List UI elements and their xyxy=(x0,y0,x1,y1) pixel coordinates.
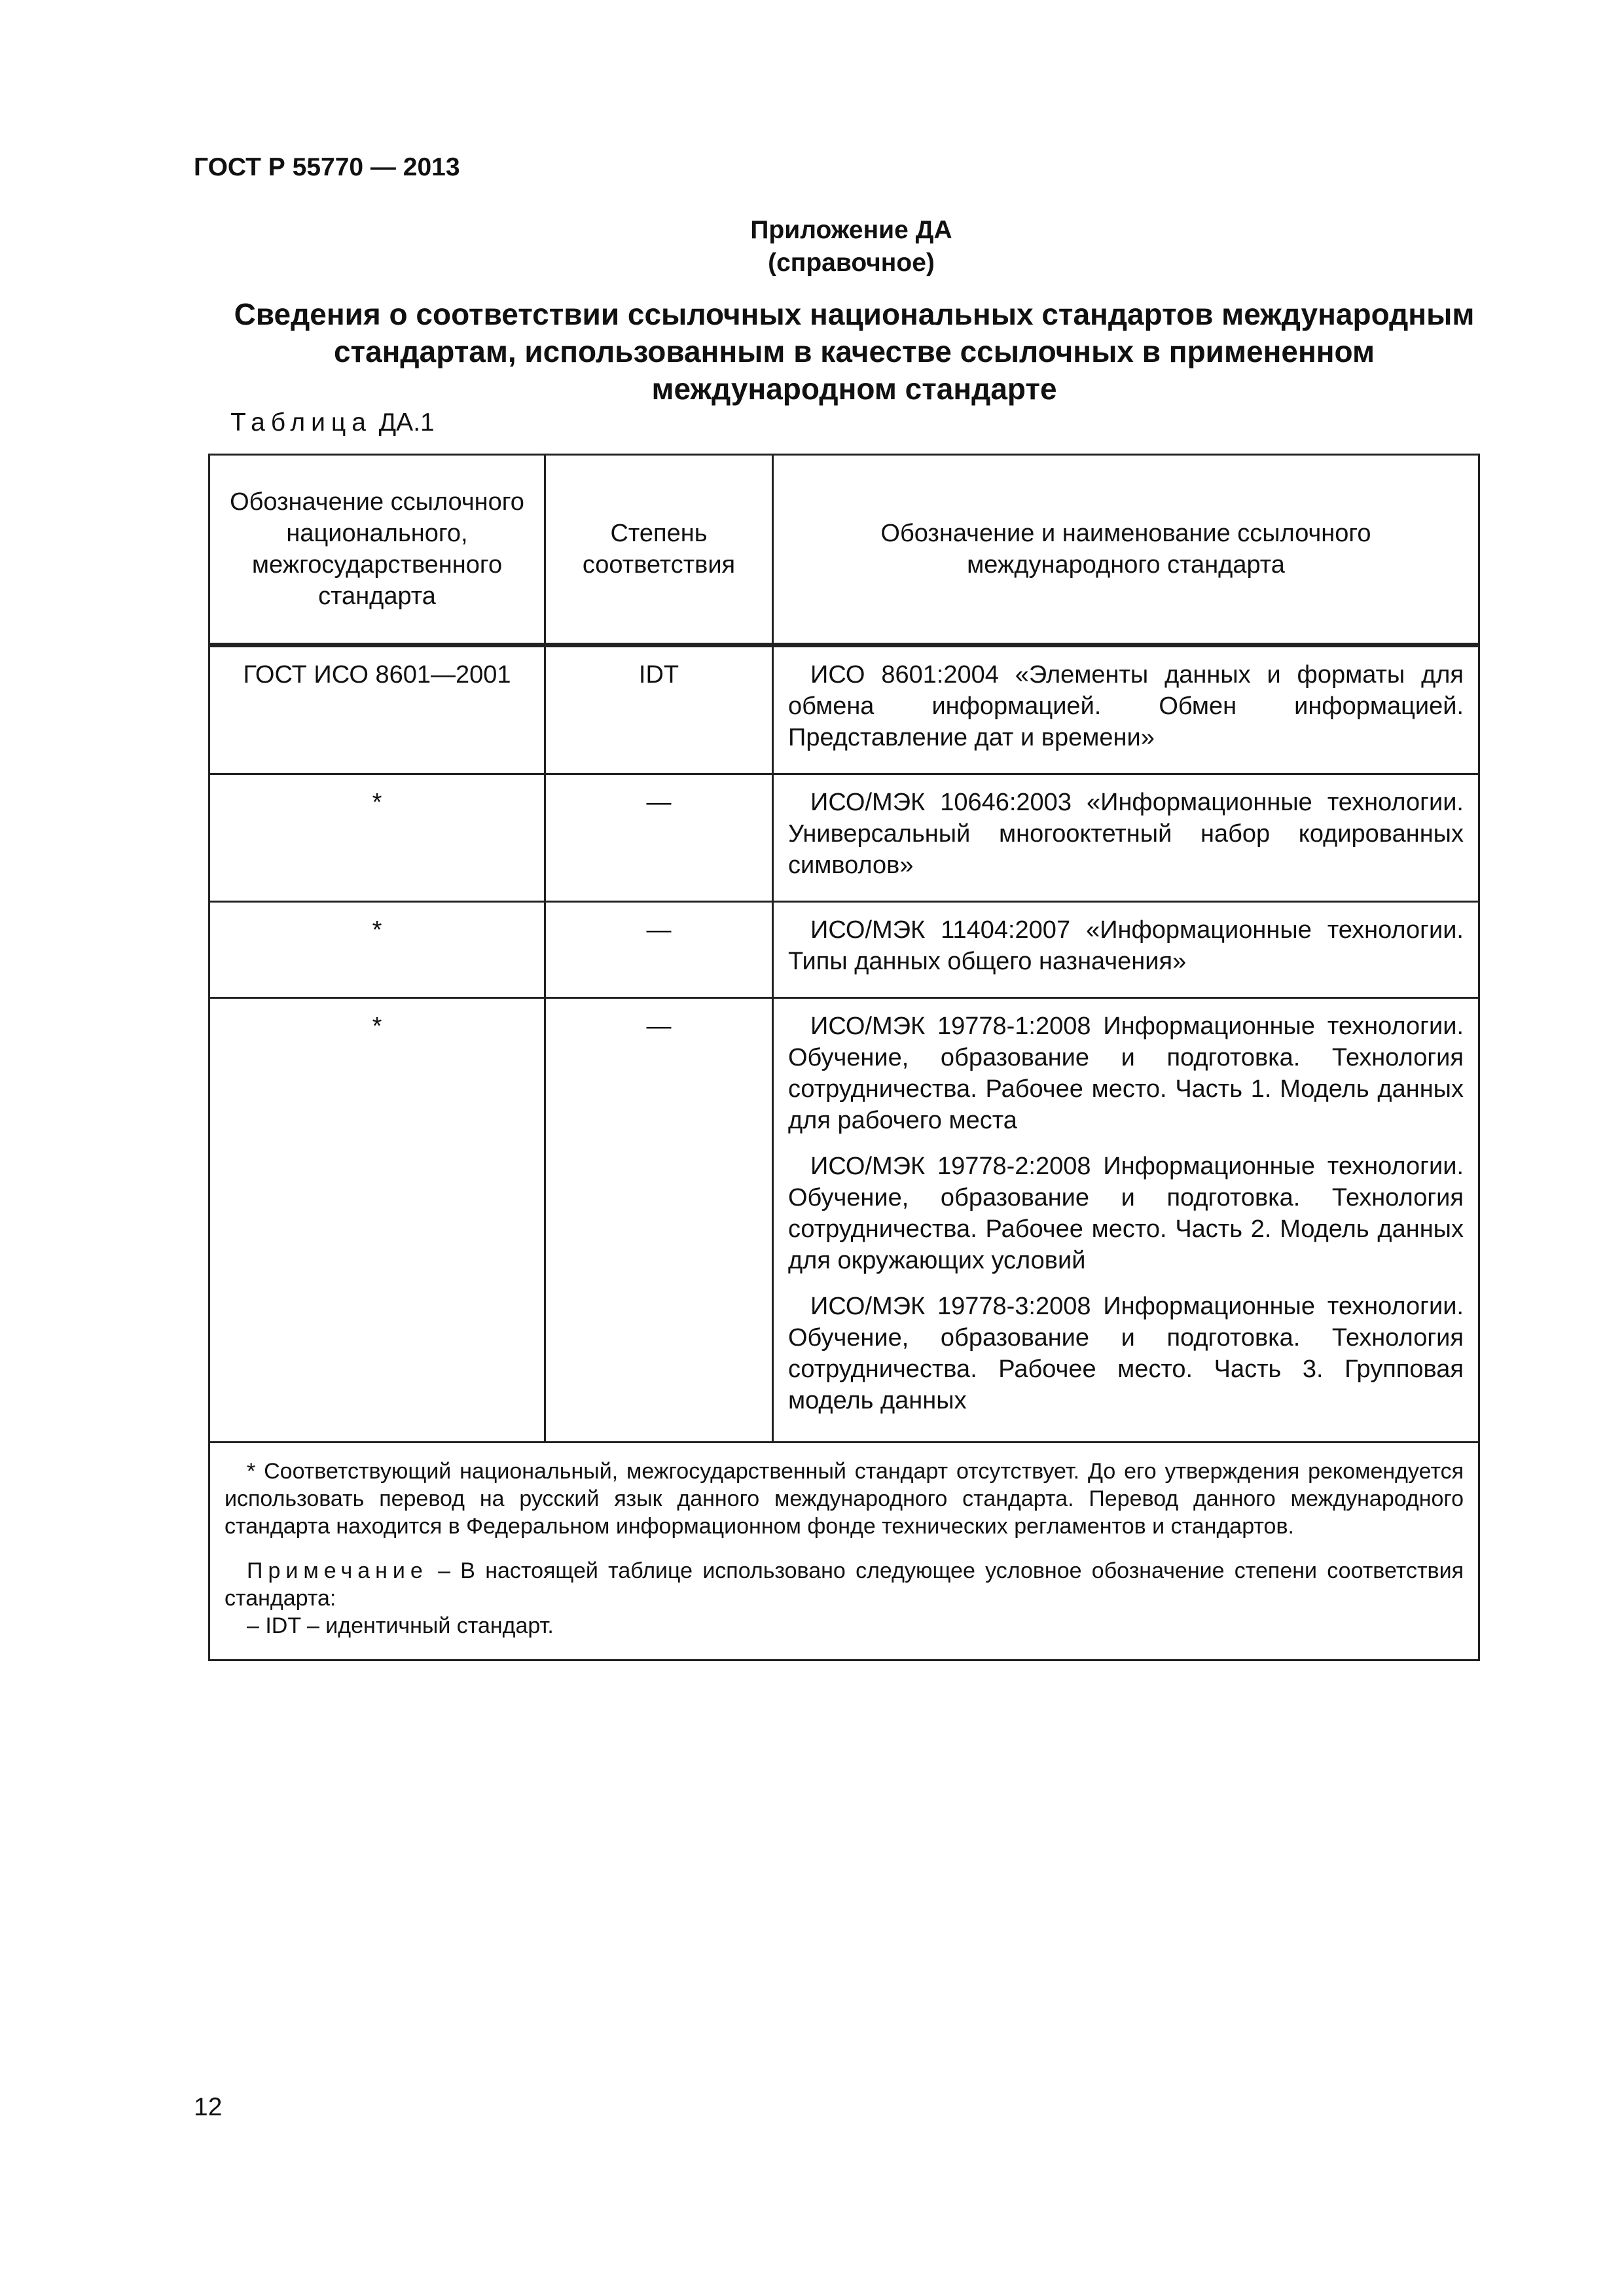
correspondence-table xyxy=(208,454,1480,1661)
cell-degree: — xyxy=(545,998,773,1443)
cell-degree: IDT xyxy=(545,645,773,774)
table-row xyxy=(209,645,1479,774)
table-row xyxy=(209,902,1479,998)
document-code: ГОСТ Р 55770 — 2013 xyxy=(194,153,460,181)
header-national-standard: Обозначение ссылочного национального, межгосударственного стандарта xyxy=(209,455,545,645)
appendix-kind: (справочное) xyxy=(768,249,935,277)
note-text xyxy=(225,1557,1464,1612)
table-caption-prefix: Таблица xyxy=(230,408,372,437)
table-row xyxy=(209,774,1479,902)
international-standard-entry: ИСО/МЭК 19778-3:2008 Информационные технологии. Обучение, образование и подготовка. Технология сотрудничества. Рабочее место. Часть 3. Групповая модель данных xyxy=(788,1293,1464,1414)
cell-national: * xyxy=(209,998,545,1443)
international-standard-entry: ИСО/МЭК 19778-2:2008 Информационные технологии. Обучение, образование и подготовка. Технология сотрудничества. Рабочее место. Часть 2. Модель данных для окружающих условий xyxy=(788,1153,1464,1274)
cell-national: ГОСТ ИСО 8601—2001 xyxy=(209,645,545,774)
cell-national: * xyxy=(209,902,545,998)
cell-degree: — xyxy=(545,902,773,998)
page-number: 12 xyxy=(194,2093,223,2121)
cell-international xyxy=(773,645,1479,774)
international-standard-entry: ИСО/МЭК 10646:2003 «Информационные технологии. Универсальный многооктетный набор кодированных символов» xyxy=(788,789,1464,879)
cell-national: * xyxy=(209,774,545,902)
international-standard-entry: ИСО/МЭК 11404:2007 «Информационные технологии. Типы данных общего назначения» xyxy=(788,916,1464,975)
cell-international xyxy=(773,998,1479,1443)
international-standard-entry: ИСО/МЭК 19778-1:2008 Информационные технологии. Обучение, образование и подготовка. Технология сотрудничества. Рабочее место. Часть 1. Модель данных для рабочего места xyxy=(788,1013,1464,1134)
international-standard-entry: ИСО 8601:2004 «Элементы данных и форматы для обмена информацией. Обмен информацией. Представление дат и времени» xyxy=(788,661,1464,751)
cell-international xyxy=(773,774,1479,902)
table-footnote xyxy=(209,1443,1479,1660)
table-caption xyxy=(230,408,435,437)
table-row xyxy=(209,998,1479,1443)
header-international-standard: Обозначение и наименование ссылочного международного стандарта xyxy=(773,455,1479,645)
cell-degree: — xyxy=(545,774,773,902)
table-footnote-row xyxy=(209,1443,1479,1660)
note-label: Примечание xyxy=(247,1558,428,1583)
section-title: Сведения о соответствии ссылочных национальных стандартов международным стандартам, использованным в качестве ссылочных в примененном международном стандарте xyxy=(234,297,1475,406)
cell-international xyxy=(773,902,1479,998)
table-caption-number: ДА.1 xyxy=(378,408,435,437)
footnote-text: * Соответствующий национальный, межгосударственный стандарт отсутствует. До его утверждения рекомендуется использовать перевод на русский язык данного международного стандарта. Перевод данного международного стандарта находится в Федеральном информационном фонде технических регламентов и стандартов. xyxy=(225,1459,1464,1539)
note-body: – В настоящей таблице использовано следующее условное обозначение степени соответствия стандарта: xyxy=(225,1558,1464,1611)
note-item: – IDT – идентичный стандарт. xyxy=(247,1613,554,1638)
appendix-title: Приложение ДА xyxy=(750,216,952,244)
table-header-row xyxy=(209,455,1479,645)
header-degree: Степень соответствия xyxy=(545,455,773,645)
